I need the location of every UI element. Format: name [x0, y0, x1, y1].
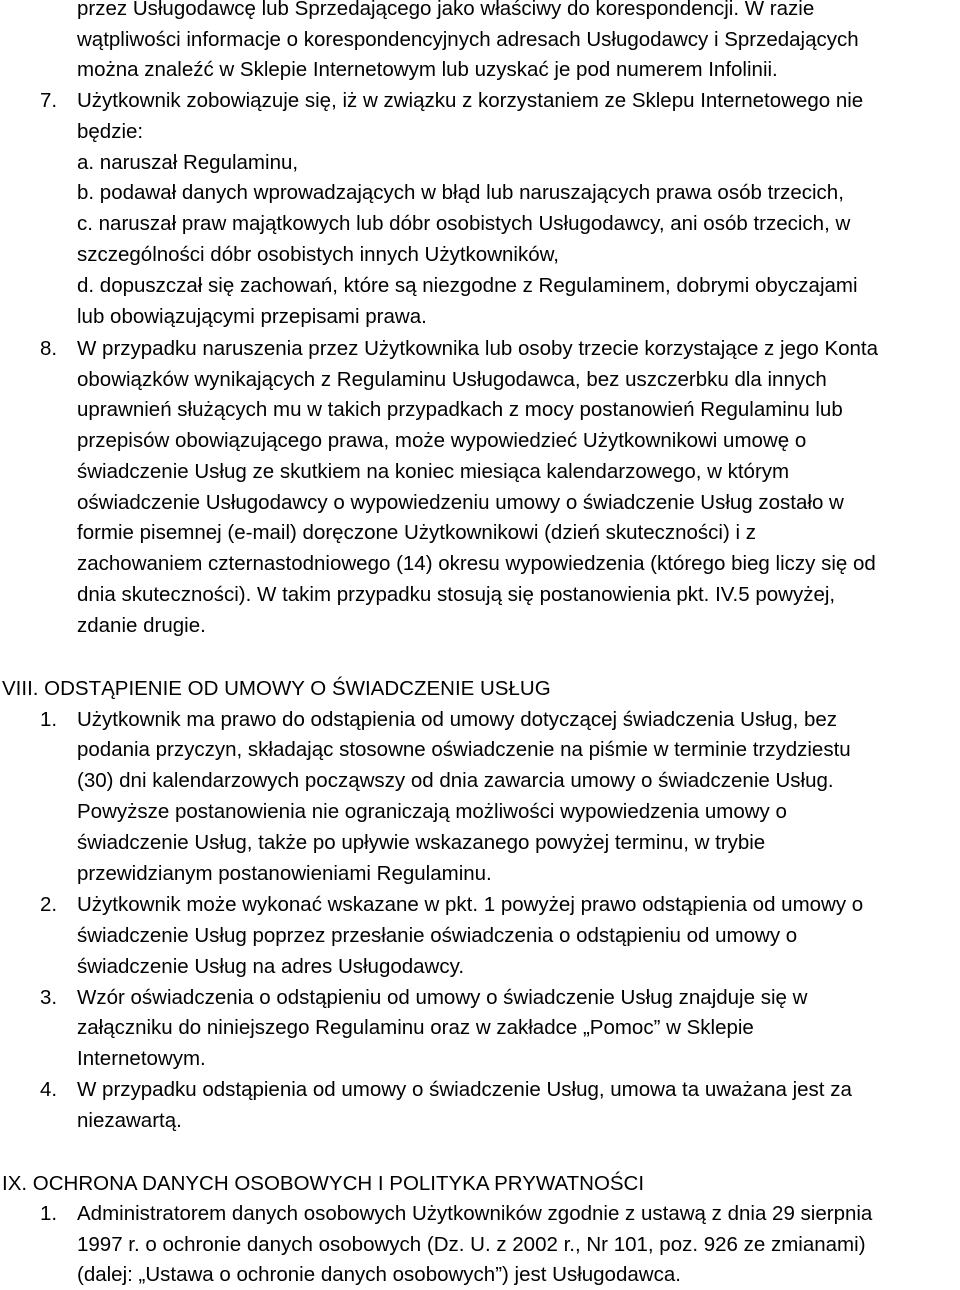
item-line: Wzór oświadczenia o odstąpieniu od umowy o świadczenie Usług znajduje się w	[77, 986, 808, 1009]
item-line: W przypadku odstąpienia od umowy o świadczenie Usług, umowa ta uważana jest za	[77, 1078, 852, 1101]
item-line: świadczenie Usług poprzez przesłanie oświadczenia o odstąpieniu od umowy o	[77, 924, 798, 947]
item-line: Użytkownik ma prawo do odstąpienia od umowy dotyczącej świadczenia Usług, bez	[77, 708, 838, 731]
item-line: przepisów obowiązującego prawa, może wypowiedzieć Użytkownikowi umowę o	[77, 429, 807, 452]
section-heading: IX. OCHRONA DANYCH OSOBOWYCH I POLITYKA PRYWATNOŚCI	[2, 1172, 645, 1195]
item-line: Użytkownik może wykonać wskazane w pkt. 1 powyżej prawo odstąpienia od umowy o	[77, 893, 864, 916]
sub-item-line: d. dopuszczał się zachowań, które są niezgodne z Regulaminem, dobrymi obyczajami	[77, 274, 858, 297]
item-line: niezawartą.	[77, 1109, 182, 1132]
item-line: Powyższe postanowienia nie ograniczają możliwości wypowiedzenia umowy o	[77, 800, 787, 823]
list-number: 7.	[40, 89, 58, 112]
list-number: 2.	[40, 893, 58, 916]
item-line: świadczenie Usług, także po upływie wskazanego powyżej terminu, w trybie	[77, 831, 766, 854]
item-line: przewidzianym postanowieniami Regulaminu.	[77, 862, 492, 885]
item-line: dnia skuteczności). W takim przypadku stosują się postanowienia pkt. IV.5 powyżej,	[77, 583, 836, 606]
list-number: 4.	[40, 1078, 58, 1101]
item-line: będzie:	[77, 120, 144, 143]
list-number: 3.	[40, 986, 58, 1009]
item-line: uprawnień służących mu w takich przypadkach z mocy postanowień Regulaminu lub	[77, 398, 843, 421]
item-line: W przypadku naruszenia przez Użytkownika lub osoby trzecie korzystające z jego Konta	[77, 337, 879, 360]
sub-item-line: a. naruszał Regulaminu,	[77, 151, 299, 174]
item-line: Administratorem danych osobowych Użytkowników zgodnie z ustawą z dnia 29 sierpnia	[77, 1202, 873, 1225]
section-heading: VIII. ODSTĄPIENIE OD UMOWY O ŚWIADCZENIE USŁUG	[2, 677, 551, 700]
item-line: (dalej: „Ustawa o ochronie danych osobowych”) jest Usługodawca.	[77, 1263, 681, 1286]
intro-line: wątpliwości informacje o korespondencyjnych adresach Usługodawcy i Sprzedających	[77, 28, 859, 51]
list-number: 8.	[40, 337, 58, 360]
list-number: 1.	[40, 1202, 58, 1225]
sub-item-line: b. podawał danych wprowadzających w błąd lub naruszających prawa osób trzecich,	[77, 181, 844, 204]
sub-item-line: c. naruszał praw majątkowych lub dóbr osobistych Usługodawcy, ani osób trzecich, w	[77, 212, 851, 235]
item-line: Użytkownik zobowiązuje się, iż w związku z korzystaniem ze Sklepu Internetowego nie	[77, 89, 864, 112]
item-line: załączniku do niniejszego Regulaminu oraz w zakładce „Pomoc” w Sklepie	[77, 1016, 754, 1039]
sub-item-line: lub obowiązującymi przepisami prawa.	[77, 305, 427, 328]
list-number: 1.	[40, 708, 58, 731]
item-line: świadczenie Usług na adres Usługodawcy.	[77, 955, 465, 978]
intro-line: przez Usługodawcę lub Sprzedającego jako właściwy do korespondencji. W razie	[77, 0, 815, 20]
item-line: (30) dni kalendarzowych począwszy od dnia zawarcia umowy o świadczenie Usług.	[77, 769, 834, 792]
item-line: świadczenie Usług ze skutkiem na koniec miesiąca kalendarzowego, w którym	[77, 460, 790, 483]
intro-line: można znaleźć w Sklepie Internetowym lub uzyskać je pod numerem Infolinii.	[77, 58, 778, 81]
item-line: 1997 r. o ochronie danych osobowych (Dz. U. z 2002 r., Nr 101, poz. 926 ze zmianami)	[77, 1233, 866, 1256]
item-line: zachowaniem czternastodniowego (14) okresu wypowiedzenia (którego bieg liczy się od	[77, 552, 876, 575]
sub-item-line: szczególności dóbr osobistych innych Użytkowników,	[77, 243, 559, 266]
item-line: obowiązków wynikających z Regulaminu Usługodawca, bez uszczerbku dla innych	[77, 368, 827, 391]
item-line: zdanie drugie.	[77, 614, 206, 637]
item-line: oświadczenie Usługodawcy o wypowiedzeniu umowy o świadczenie Usług zostało w	[77, 491, 844, 514]
item-line: formie pisemnej (e-mail) doręczone Użytkownikowi (dzień skuteczności) i z	[77, 521, 757, 544]
item-line: podania przyczyn, składając stosowne oświadczenie na piśmie w terminie trzydziestu	[77, 738, 851, 761]
item-line: Internetowym.	[77, 1047, 206, 1070]
